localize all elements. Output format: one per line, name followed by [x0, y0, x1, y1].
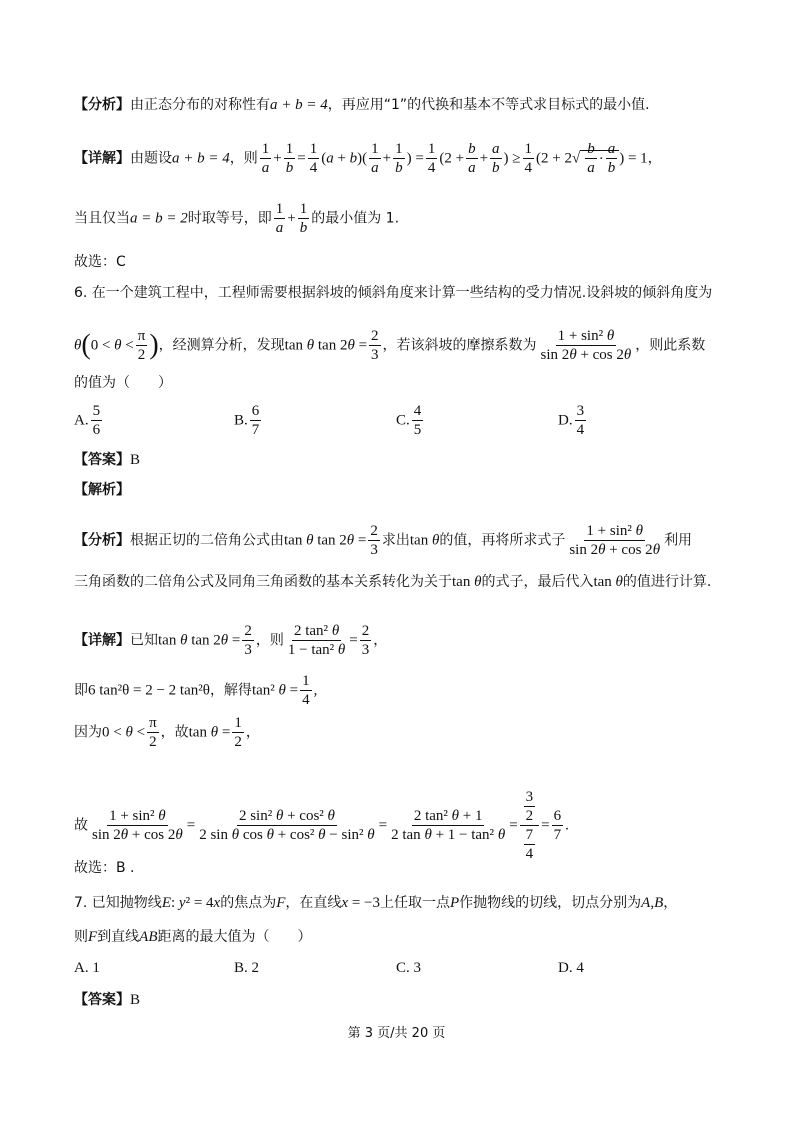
p5-equality-line: 当且仅当a = b = 2时取等号，即 $\frac{1}{a}$ + $\frac{1}{b}$ 的最小值为 1. [74, 201, 400, 236]
q6-option-d: D. $\frac{3}{4}$ [558, 403, 585, 438]
q6-option-b: B. $\frac{6}{7}$ [234, 403, 260, 438]
fraction: $\frac{1}{b}$ [285, 141, 294, 176]
q6-detail-line-2: 即6 tan²θ = 2 − 2 tan²θ，解得tan² θ = $\frac{1}{4}$ , [74, 673, 318, 708]
q6-detail-line-3: 因为0 < θ < $\frac{\pi}{2}$ ，故tan θ = $\frac{1}{2}$ ， [74, 715, 260, 750]
q7-stem-line-2: 则F到直线AB距离的最大值为（ ） [74, 929, 312, 945]
analysis-label: 【分析】 [74, 97, 130, 113]
p5-eq-text: 当且仅当 [74, 210, 130, 227]
q7-option-d: D. 4 [558, 960, 584, 976]
p5-choice: 故选：C [74, 254, 126, 270]
q7-stem-line-1: 7. 已知抛物线E: y² = 4x的焦点为F，在直线x = −3上任取一点P作抛物线的切线，切点分别为A,B， [74, 895, 678, 911]
q6-stem-line-1: 6. 在一个建筑工程中，工程师需要根据斜坡的倾斜角度来计算一些结构的受力情况.设斜坡的倾斜角度为 [74, 285, 713, 301]
p5-eq-text-2: 时取等号，即 [187, 210, 272, 227]
p5-detail-math: a + b = 4 [172, 150, 230, 167]
p5-detail-end: ， [647, 150, 662, 167]
q6-answer-line [74, 450, 140, 470]
q7-option-a: A. 1 [74, 960, 100, 976]
p5-analysis-text: 由正态分布的对称性有 [130, 97, 270, 113]
q6-stem-line-2: θ(0 < θ < $\frac{\pi}{2}$ )，经测算分析，发现tan θ tan 2θ = $\frac{2}{3}$ ，若该斜坡的摩擦系数为 $\frac{\text{1 + sin² θ}}{\sin 2\theta + \cos 2\theta}$ ，则此系数 [74, 328, 706, 363]
q6-stem-text-b: ，若该斜坡的摩擦系数为 [382, 337, 537, 354]
page-footer: 第 3 页/共 20 页 [347, 1026, 446, 1041]
q6-analysis-line-1: 【分析】根据正切的二倍角公式由tan θ tan 2θ = $\frac{2}{3}$ 求出tan θ的值，再将所求式子 $\frac{\text{1 + sin² θ}}{\sin 2\theta + \cos 2\theta}$ 利用 [74, 523, 693, 558]
detail-label: 【详解】 [74, 632, 130, 649]
q6-option-a: A. $\frac{5}{6}$ [74, 403, 101, 438]
q7-answer: B [130, 992, 141, 1008]
detail-label: 【详解】 [74, 150, 130, 167]
q6-stem-line-3: 的值为（ ） [74, 375, 172, 391]
q6-stem-text-c: ，则此系数 [635, 337, 706, 354]
p5-detail-text-2: ，则 [229, 150, 258, 167]
p5-detail-text: 由题设 [130, 150, 172, 167]
fraction: $\frac{1}{a}$ [261, 141, 270, 176]
q6-answer: B [130, 452, 141, 468]
answer-label: 【答案】 [74, 992, 130, 1008]
q7-option-c: C. 3 [396, 960, 422, 976]
q6-analysis-line-2: 三角函数的二倍角公式及同角三角函数的基本关系转化为关于tan θ的式子，最后代入tan θ的值进行计算. [74, 574, 712, 590]
explain-label: 【解析】 [74, 482, 130, 498]
fraction: $\frac{1}{4}$ [309, 141, 318, 176]
p5-eq-text-3: 的最小值为 1. [311, 210, 400, 227]
p5-analysis-text-2: ，再应用“1”的代换和基本不等式求目标式的最小值. [327, 97, 650, 113]
q7-answer-line [74, 990, 140, 1010]
p5-detail-line: 【详解】由题设a + b = 4，则 $\frac{1}{a}$ + $\frac{1}{b}$ = $\frac{1}{4}$ (a + b)( $\frac{1}{a}$ + $\frac{1}{b}$ ) = $\frac{1}{4}$ (2 + $\frac{b}{a}$ + $\frac{a}{b}$ ) ≥ $\frac{1}{4}$ (2 + 2√ $\frac{b}{a}$ · $\frac{a}{b}$ ) = 1， [74, 141, 662, 176]
p5-eq-math: a = b = 2 [130, 210, 188, 227]
answer-label: 【答案】 [74, 452, 130, 468]
friction-fraction: $\frac{\text{1 + sin² θ}}{\sin 2\theta + \cos 2\theta}$ [540, 328, 632, 363]
q6-choice: 故选：B . [74, 860, 135, 876]
analysis-label: 【分析】 [74, 532, 130, 549]
q6-stem-text-a: ，经测算分析，发现 [158, 337, 285, 354]
q6-option-c: C. $\frac{4}{5}$ [396, 403, 422, 438]
q6-detail-line-1: 【详解】已知tan θ tan 2θ = $\frac{2}{3}$ ，则 $\frac{\text{2 tan² θ}}{\text{1 − tan² θ}}$ = $\frac{2}{3}$ ， [74, 623, 388, 658]
q6-detail-line-4: 故 $\frac{\text{1 + sin² θ}}{\sin 2\theta + \cos 2\theta}$ = $\frac{\text{2 sin² θ + cos² θ}}{\text{2 sin θ cos θ + cos² θ − sin² θ}}$ = $\frac{\text{2 tan² θ + 1}}{\text{2 tan θ + 1 − tan² θ}}$ = $\frac{\frac{3}{2}}{\frac{7}{4}}$ = $\frac{6}{7}$ . [74, 789, 569, 862]
q7-option-b: B. 2 [234, 960, 260, 976]
q6-explain-label-line [74, 480, 130, 500]
p5-analysis-math: a + b = 4 [270, 97, 328, 113]
p5-analysis-line [74, 95, 650, 115]
